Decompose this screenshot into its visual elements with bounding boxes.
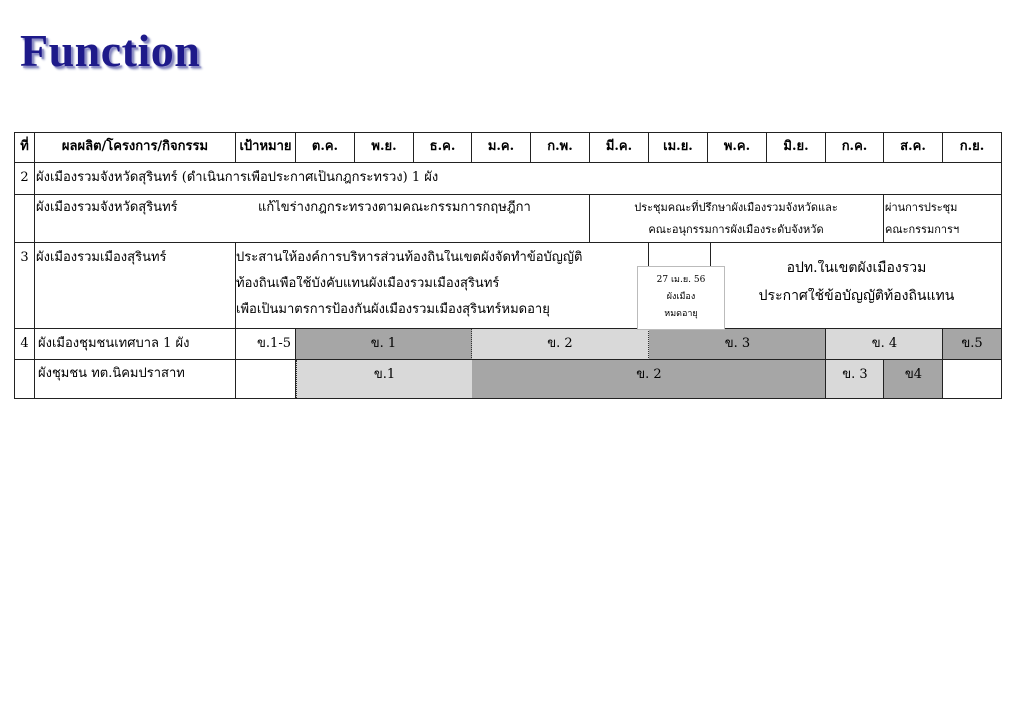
r5-bar-4: ข4: [884, 360, 943, 398]
header-month: ต.ค.: [311, 139, 339, 154]
header-month: ม.ค.: [487, 139, 515, 154]
activity-text: แก้ไขร่างกฎกระทรวงตามคณะกรรมการกฤษฎีกา: [258, 200, 531, 215]
header-month: เม.ย.: [663, 139, 693, 154]
activity-text: ประกาศใช้ข้อบัญญัติท้องถิ่นแทน: [758, 288, 955, 304]
group-heading: ผังเมืองรวมจังหวัดสุรินทร์ (ดำเนินการเพื่อประกาศเป็นกฎกระทรวง) 1 ผัง: [36, 170, 439, 185]
header-month: มิ.ย.: [783, 139, 809, 154]
header-month: มี.ค.: [605, 139, 633, 154]
r4-bar-3: ข. 3: [649, 329, 826, 360]
activity-text: อปท.ในเขตผังเมืองรวม: [786, 260, 927, 276]
row-number: 3: [20, 250, 29, 265]
header-month: พ.ค.: [723, 139, 751, 154]
row-divider: [14, 162, 1002, 163]
row-divider: [14, 328, 1002, 329]
page-title: Function: [20, 25, 201, 76]
product-name: ผังเมืองรวมเมืองสุรินทร์: [36, 250, 167, 265]
expiry-note-text: หมดอายุ: [664, 309, 698, 319]
col-divider: [883, 194, 884, 243]
row-number: 4: [20, 336, 29, 351]
row-divider: [14, 359, 1002, 360]
r4-bar-4: ข. 4: [826, 329, 943, 360]
row-number: 2: [20, 170, 29, 185]
header-target: เป้าหมาย: [239, 139, 292, 154]
header-month: พ.ย.: [371, 139, 397, 154]
activity-text: ท้องถิ่นเพื่อใช้บังคับแทนผังเมืองรวมเมืองสุรินทร์: [236, 276, 500, 291]
target-value: ข.1-5: [257, 336, 291, 351]
header-month: ส.ค.: [900, 139, 926, 154]
activity-text: ประชุมคณะที่ปรึกษาผังเมืองรวมจังหวัดและ: [634, 201, 838, 214]
r5-bar-3: ข. 3: [826, 360, 884, 398]
col-divider: [295, 328, 296, 399]
activity-text: คณะกรรมการฯ: [885, 223, 960, 236]
header-month: ก.ค.: [841, 139, 868, 154]
table-border-bottom: [14, 398, 1002, 399]
header-no: ที่: [20, 139, 29, 154]
product-name: ผังเมืองรวมจังหวัดสุรินทร์: [36, 200, 178, 215]
activity-text: ผ่านการประชุม: [885, 201, 958, 214]
r4-bar-2: ข. 2: [472, 329, 649, 360]
r4-bar-1: ข. 1: [296, 329, 472, 360]
col-divider: [883, 359, 884, 399]
row-divider: [14, 194, 1002, 195]
activity-text: คณะอนุกรรมการผังเมืองระดับจังหวัด: [648, 223, 824, 236]
product-name: ผังเมืองชุมชนเทศบาล 1 ผัง: [38, 336, 190, 351]
row-divider: [14, 242, 1002, 243]
col-divider: [942, 328, 943, 399]
header-month: ธ.ค.: [429, 139, 456, 154]
product-name: ผังชุมชน ทต.นิคมปราสาท: [38, 366, 185, 381]
r5-bar-2: ข. 2: [472, 360, 826, 398]
col-divider: [825, 328, 826, 399]
expiry-note-date: 27 เม.ย. 56: [656, 275, 706, 285]
activity-text: ประสานให้องค์การบริหารส่วนท้องถิ่นในเขตผังจัดทำข้อบัญญัติ: [236, 250, 583, 265]
header-product: ผลผลิต/โครงการ/กิจกรรม: [61, 139, 209, 154]
expiry-note-text: ผังเมือง: [666, 292, 696, 302]
col-divider: [34, 132, 35, 399]
r5-bar-1: ข.1: [296, 360, 472, 398]
r4-bar-5: ข.5: [943, 329, 1001, 360]
table-border-right: [1001, 132, 1002, 399]
activity-text: เพื่อเป็นมาตรการป้องกันผังเมืองรวมเมืองสุรินทร์หมดอายุ: [236, 302, 550, 317]
header-month: ก.ย.: [959, 139, 985, 154]
header-month: ก.พ.: [547, 139, 573, 154]
